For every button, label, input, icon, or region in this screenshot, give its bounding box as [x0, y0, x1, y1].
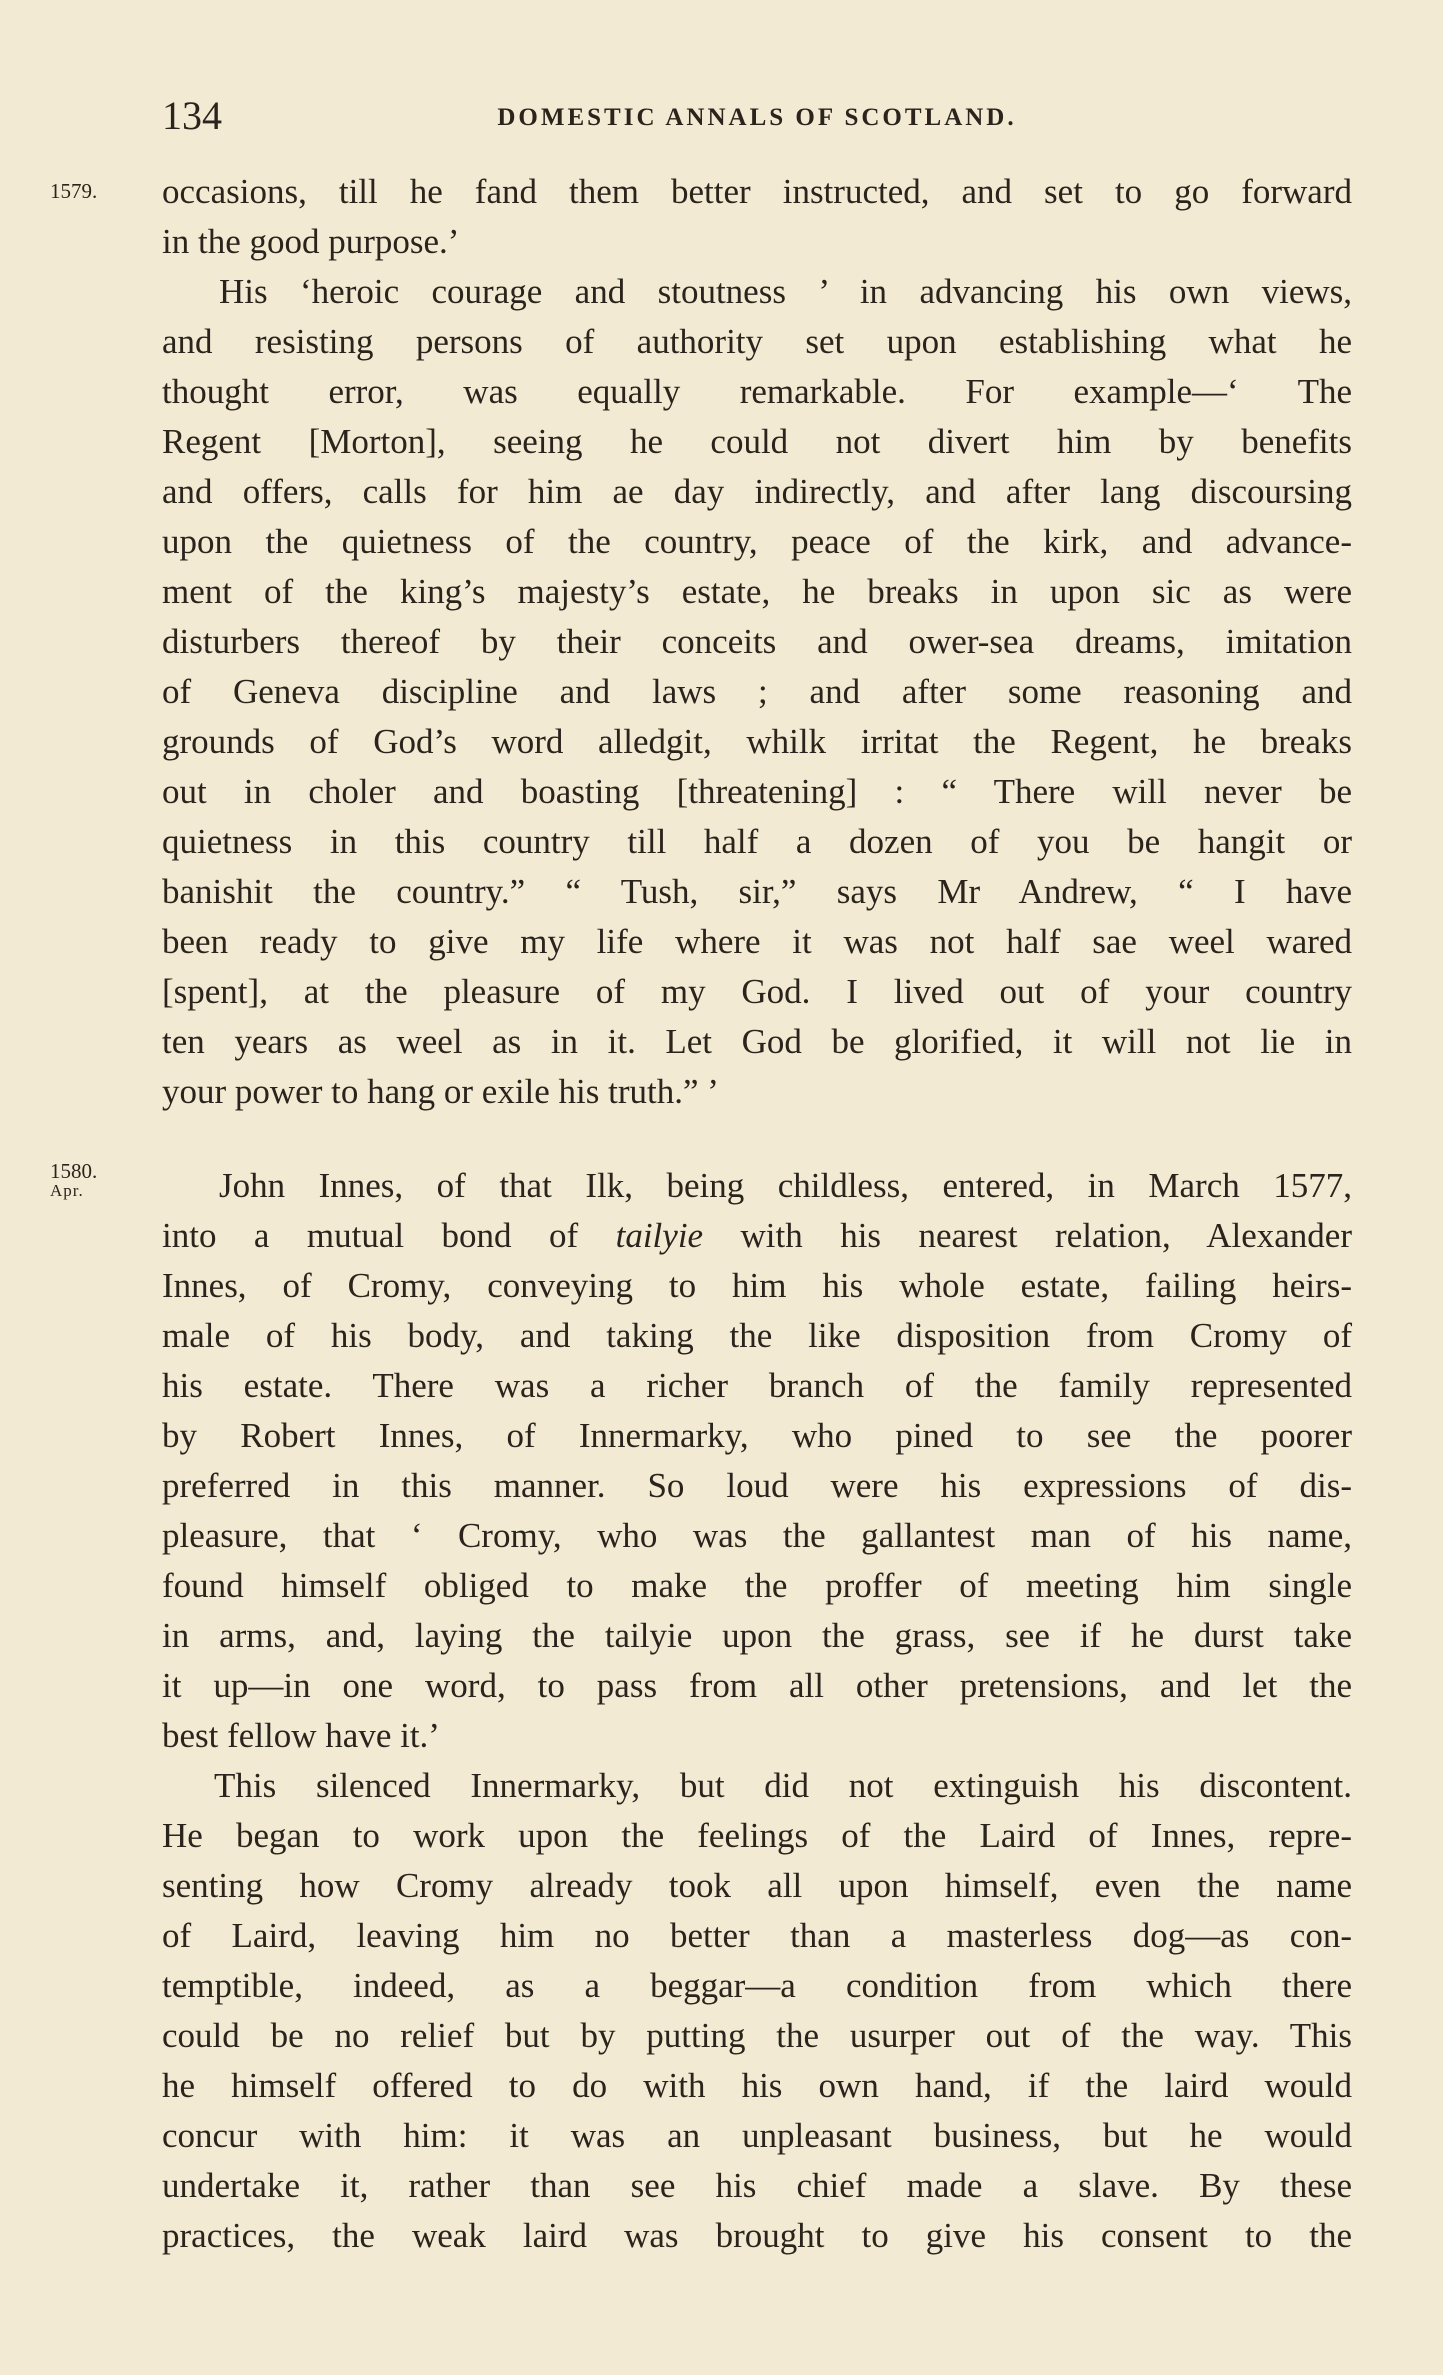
text-line: senting how Cromy already took all upon himself, even the name — [162, 1866, 1352, 1905]
text-line: been ready to give my life where it was not half sae weel wared — [162, 922, 1352, 961]
text-line: in the good purpose.’ — [162, 222, 460, 261]
running-head — [162, 92, 1352, 142]
text-line: quietness in this country till half a dozen of you be hangit or — [162, 822, 1352, 861]
text-line: disturbers thereof by their conceits and ower-sea dreams, imitation — [162, 622, 1352, 661]
text-line: thought error, was equally remarkable. For example—‘ The — [162, 372, 1352, 411]
text-segment: with his nearest relation, Alexander — [703, 1216, 1352, 1255]
text-line: [spent], at the pleasure of my God. I lived out of your country — [162, 972, 1352, 1011]
margin-year: 1580. — [50, 1159, 98, 1183]
text-segment: into a mutual bond of — [162, 1216, 616, 1255]
text-line: and offers, calls for him ae day indirectly, and after lang discoursing — [162, 472, 1352, 511]
text-line: banishit the country.” “ Tush, sir,” says Mr Andrew, “ I have — [162, 872, 1352, 911]
text-line: his estate. There was a richer branch of the family represented — [162, 1366, 1352, 1405]
text-line: ment of the king’s majesty’s estate, he breaks in upon sic as were — [162, 572, 1352, 611]
text-line: by Robert Innes, of Innermarky, who pined to see the poorer — [162, 1416, 1352, 1455]
italic-term: tailyie — [615, 1216, 704, 1255]
text-line: undertake it, rather than see his chief made a slave. By these — [162, 2166, 1352, 2205]
text-line: He began to work upon the feelings of the Laird of Innes, repre- — [162, 1816, 1352, 1855]
running-title: DOMESTIC ANNALS OF SCOTLAND. — [497, 104, 1017, 131]
text-line: grounds of God’s word alledgit, whilk irritat the Regent, he breaks — [162, 722, 1352, 761]
text-line: practices, the weak laird was brought to give his consent to the — [162, 2216, 1352, 2255]
margin-year-note: 1579. — [50, 179, 98, 203]
margin-year-note — [50, 1159, 150, 1200]
text-line: Innes, of Cromy, conveying to him his whole estate, failing heirs- — [162, 1266, 1352, 1305]
text-line: ten years as weel as in it. Let God be glorified, it will not lie in — [162, 1022, 1352, 1061]
text-line: found himself obliged to make the proffer of meeting him single — [162, 1566, 1352, 1605]
text-line: His ‘heroic courage and stoutness ’ in advancing his own views, — [219, 272, 1352, 311]
text-line: could be no relief but by putting the usurper out of the way. This — [162, 2016, 1352, 2055]
text-line: and resisting persons of authority set upon establishing what he — [162, 322, 1352, 361]
text-line: of Laird, leaving him no better than a masterless dog—as con- — [162, 1916, 1352, 1955]
text-line — [162, 1212, 1352, 1260]
text-line: male of his body, and taking the like disposition from Cromy of — [162, 1316, 1352, 1355]
margin-month: Apr. — [50, 1181, 84, 1200]
text-line: your power to hang or exile his truth.” ’ — [162, 1072, 719, 1111]
text-line: John Innes, of that Ilk, being childless, entered, in March 1577, — [219, 1166, 1352, 1205]
text-line: he himself offered to do with his own hand, if the laird would — [162, 2066, 1352, 2105]
text-line: occasions, till he fand them better instructed, and set to go forward — [162, 172, 1352, 211]
text-line: preferred in this manner. So loud were his expressions of dis- — [162, 1466, 1352, 1505]
text-line: best fellow have it.’ — [162, 1716, 440, 1755]
text-line: concur with him: it was an unpleasant business, but he would — [162, 2116, 1352, 2155]
text-line: temptible, indeed, as a beggar—a condition from which there — [162, 1966, 1352, 2005]
text-line: out in choler and boasting [threatening] : “ There will never be — [162, 772, 1352, 811]
page-number: 134 — [162, 93, 222, 138]
text-line: This silenced Innermarky, but did not extinguish his discontent. — [214, 1766, 1352, 1805]
text-line: in arms, and, laying the tailyie upon the grass, see if he durst take — [162, 1616, 1352, 1655]
text-line: pleasure, that ‘ Cromy, who was the gallantest man of his name, — [162, 1516, 1352, 1555]
text-line: upon the quietness of the country, peace of the kirk, and advance- — [162, 522, 1352, 561]
text-line: of Geneva discipline and laws ; and after some reasoning and — [162, 672, 1352, 711]
text-line: Regent [Morton], seeing he could not divert him by benefits — [162, 422, 1352, 461]
text-line: it up—in one word, to pass from all other pretensions, and let the — [162, 1666, 1352, 1705]
